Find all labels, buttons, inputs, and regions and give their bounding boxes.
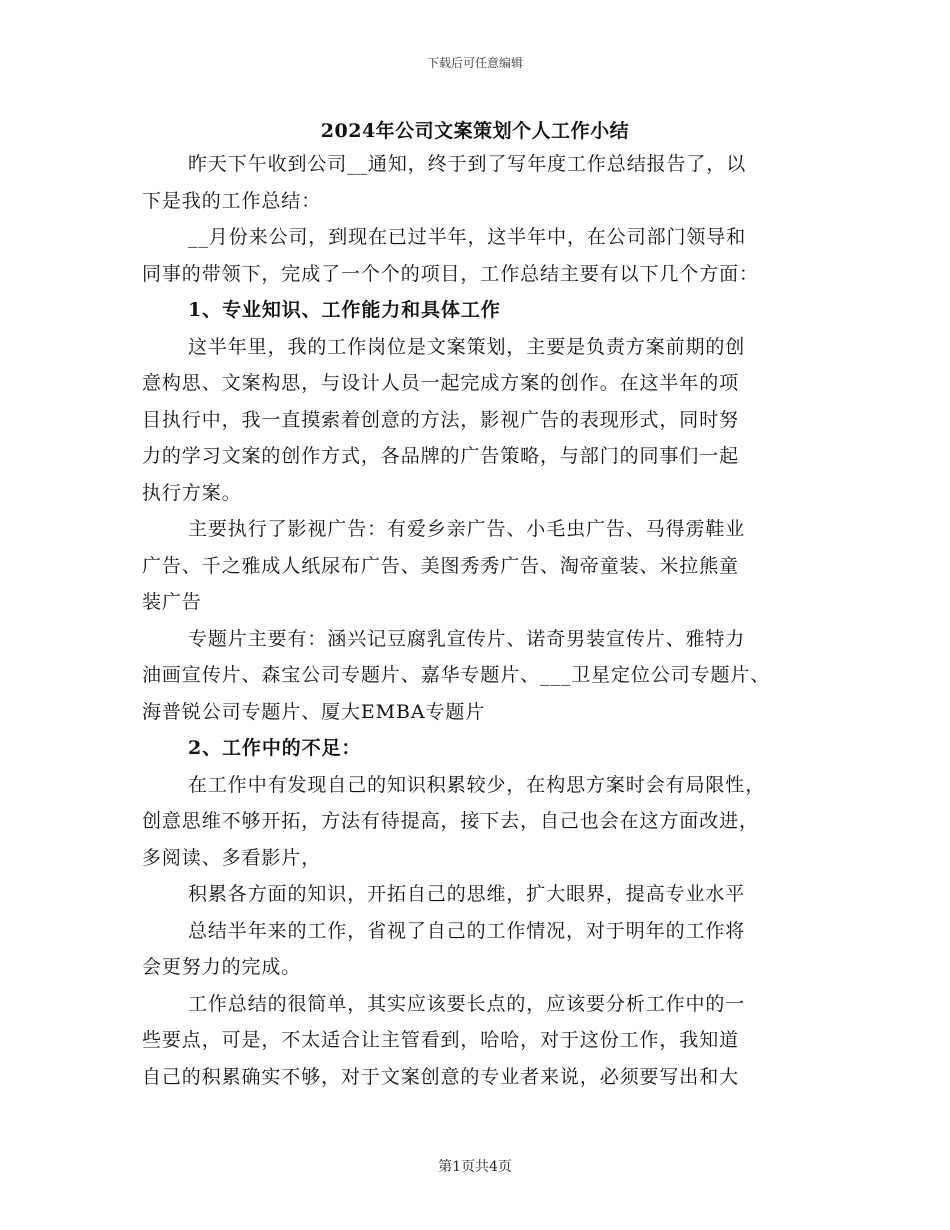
paragraph-line: 目执行中，我一直摸索着创意的方法，影视广告的表现形式，同时努 <box>142 408 740 431</box>
paragraph-line: 主要执行了影视广告：有爱乡亲广告、小毛虫广告、马得雳鞋业 <box>188 518 746 540</box>
paragraph-line: 会更努力的完成。 <box>142 956 302 978</box>
paragraph-line: 总结半年来的工作，省视了自己的工作情况，对于明年的工作将 <box>188 919 746 942</box>
paragraph-line: 油画宣传片、森宝公司专题片、嘉华专题片、___卫星定位公司专题片、 <box>142 664 771 686</box>
paragraph-line: __月份来公司，到现在已过半年，这半年中，在公司部门领导和 <box>188 226 747 248</box>
section-heading: 1、专业知识、工作能力和具体工作 <box>188 299 501 321</box>
paragraph-line: 力的学习文案的创作方式，各品牌的广告策略，与部门的同事们一起 <box>142 445 740 467</box>
paragraph-line: 在工作中有发现自己的知识积累较少，在构思方案时会有局限性， <box>188 773 766 796</box>
paragraph-line: 专题片主要有：涵兴记豆腐乳宣传片、诺奇男装宣传片、雅特力 <box>188 627 746 650</box>
paragraph-line: 下是我的工作总结： <box>142 189 322 212</box>
paragraph-line: 创意思维不够开拓，方法有待提高，接下去，自己也会在这方面改进， <box>142 810 759 832</box>
paragraph-line: 广告、千之雅成人纸尿布广告、美图秀秀广告、淘帝童装、米拉熊童 <box>142 554 740 577</box>
page-footer: 第1页共4页 <box>438 1159 512 1175</box>
paragraph-line: 装广告 <box>142 591 202 613</box>
paragraph-line: 同事的带领下，完成了一个个的项目，工作总结主要有以下几个方面： <box>142 262 759 285</box>
paragraph-line: 些要点，可是，不太适合让主管看到，哈哈，对于这份工作，我知道 <box>142 1029 740 1051</box>
paragraph-line: 多阅读、多看影片， <box>142 846 322 869</box>
paragraph-line: 执行方案。 <box>142 481 242 504</box>
section-heading: 2、工作中的不足： <box>188 737 362 759</box>
paragraph-line: 意构思、文案构思，与设计人员一起完成方案的创作。在这半年的项 <box>142 372 740 394</box>
paragraph-line: 昨天下午收到公司__通知，终于到了写年度工作总结报告了，以 <box>188 153 747 175</box>
paragraph-line: 这半年里，我的工作岗位是文案策划，主要是负责方案前期的创 <box>188 335 746 358</box>
paragraph-line: 海普锐公司专题片、厦大EMBA专题片 <box>142 700 486 723</box>
header-note: 下载后可任意编辑 <box>426 56 523 70</box>
paragraph-line: 积累各方面的知识，开拓自己的思维，扩大眼界，提高专业水平 <box>188 883 746 905</box>
document-title: 2024年公司文案策划个人工作小结 <box>320 120 630 142</box>
paragraph-line: 自己的积累确实不够，对于文案创意的专业者来说，必须要写出和大 <box>142 1065 740 1088</box>
document-body <box>142 146 814 1095</box>
paragraph-line: 工作总结的很简单，其实应该要长点的，应该要分析工作中的一 <box>188 992 746 1015</box>
